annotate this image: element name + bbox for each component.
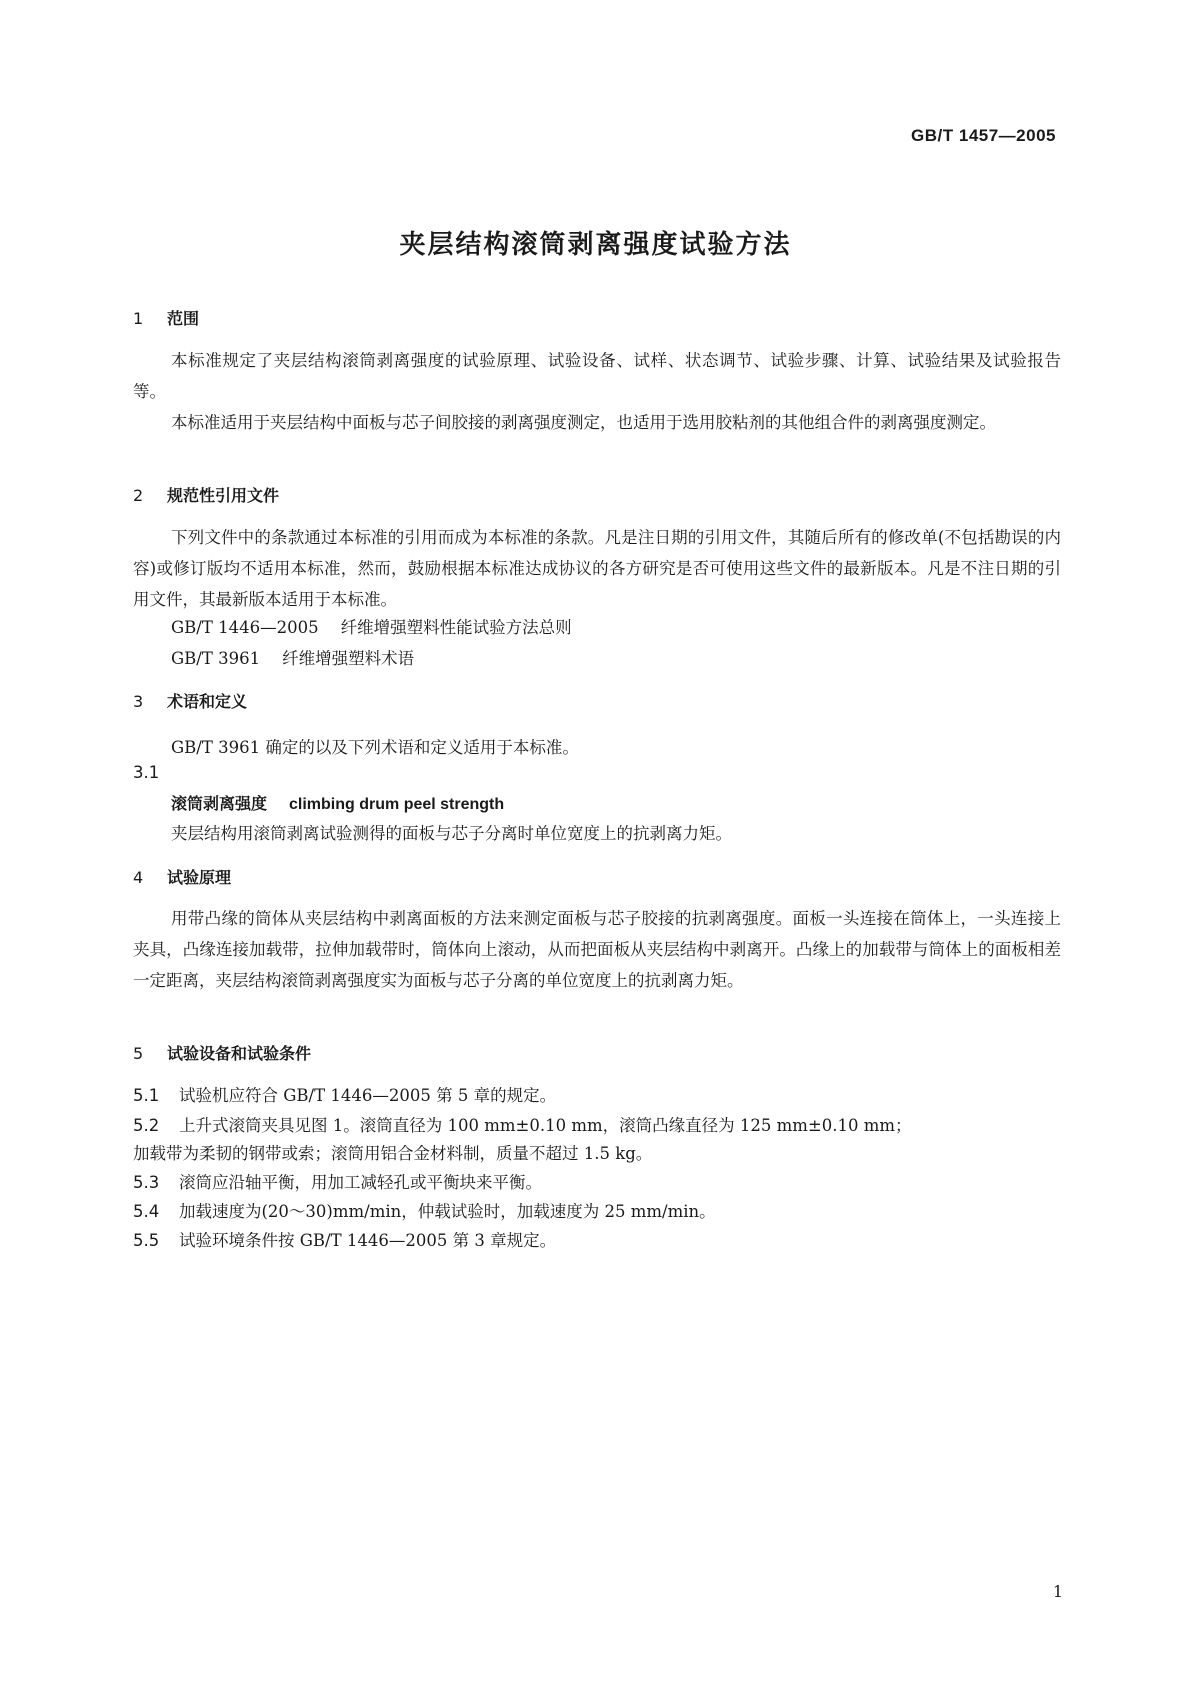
clause-5-1 bbox=[133, 1082, 556, 1106]
clause-text: 加载速度为(20～30)mm/min，仲载试验时，加载速度为 25 mm/min。 bbox=[179, 1202, 716, 1221]
clause-number: 5.1 bbox=[133, 1086, 160, 1105]
standard-code: GB/T 1457—2005 bbox=[911, 126, 1056, 145]
section-1-paragraph-2: 本标准适用于夹层结构中面板与芯子间胶接的剥离强度测定，也适用于选用胶粘剂的其他组合件的剥离强度测定。 bbox=[171, 413, 996, 432]
clause-5-2 bbox=[133, 1112, 912, 1136]
clause-text: 试验环境条件按 GB/T 1446—2005 第 3 章规定。 bbox=[179, 1231, 557, 1250]
term-english: climbing drum peel strength bbox=[289, 796, 505, 813]
term-entry bbox=[171, 791, 504, 814]
section-1-paragraph-1: 本标准规定了夹层结构滚筒剥离强度的试验原理、试验设备、试样、状态调节、试验步骤、计算、试验结果及试验报告等。 bbox=[133, 351, 1061, 401]
section-3-paragraph-1: GB/T 3961 确定的以及下列术语和定义适用于本标准。 bbox=[171, 738, 579, 757]
clause-5-4 bbox=[133, 1198, 716, 1222]
clause-number: 5.2 bbox=[133, 1116, 160, 1135]
reference-title: 纤维增强塑料术语 bbox=[282, 649, 415, 668]
section-title: 试验原理 bbox=[167, 868, 232, 887]
reference-code: GB/T 1446—2005 bbox=[171, 618, 319, 637]
section-number: 2 bbox=[133, 486, 144, 505]
section-number: 3 bbox=[133, 692, 144, 711]
clause-5-3 bbox=[133, 1169, 542, 1193]
term-number bbox=[133, 763, 179, 782]
section-2-heading bbox=[133, 483, 279, 506]
section-number: 5 bbox=[133, 1044, 144, 1063]
section-title: 试验设备和试验条件 bbox=[167, 1044, 312, 1063]
document-title: 夹层结构滚筒剥离强度试验方法 bbox=[399, 230, 792, 260]
section-4-heading bbox=[133, 865, 231, 888]
term-chinese: 滚筒剥离强度 bbox=[171, 794, 268, 813]
section-2-paragraph-1: 下列文件中的条款通过本标准的引用而成为本标准的条款。凡是注日期的引用文件，其随后所有的修改单(不包括勘误的内容)或修订版均不适用本标准，然而，鼓励根据本标准达成协议的各方研究是否可使用这些文件的最新版本。凡是不注日期的引用文件，其最新版本适用于本标准。 bbox=[133, 528, 1061, 609]
reference-code: GB/T 3961 bbox=[171, 649, 261, 668]
section-1-heading bbox=[133, 306, 199, 329]
clause-number: 5.4 bbox=[133, 1202, 160, 1221]
section-5-heading bbox=[133, 1041, 311, 1064]
page-number: 1 bbox=[1052, 1582, 1063, 1601]
clause-number: 5.3 bbox=[133, 1173, 160, 1192]
clause-text: 试验机应符合 GB/T 1446—2005 第 5 章的规定。 bbox=[179, 1086, 557, 1105]
section-number: 4 bbox=[133, 868, 144, 887]
clause-text: 上升式滚筒夹具见图 1。滚筒直径为 100 mm±0.10 mm，滚筒凸缘直径为 125 mm±0.10 mm； bbox=[179, 1116, 912, 1135]
clause-text: 滚筒应沿轴平衡，用加工减轻孔或平衡块来平衡。 bbox=[179, 1173, 542, 1192]
section-title: 范围 bbox=[167, 309, 200, 328]
section-title: 术语和定义 bbox=[167, 692, 248, 711]
section-3-heading bbox=[133, 689, 247, 712]
term-definition: 夹层结构用滚筒剥离试验测得的面板与芯子分离时单位宽度上的抗剥离力矩。 bbox=[171, 824, 732, 843]
reference-title: 纤维增强塑料性能试验方法总则 bbox=[340, 618, 572, 637]
section-4-paragraph-1: 用带凸缘的筒体从夹层结构中剥离面板的方法来测定面板与芯子胶接的抗剥离强度。面板一头连接在筒体上，一头连接上夹具，凸缘连接加载带，拉伸加载带时，筒体向上滚动，从而把面板从夹层结构中剥离开。凸缘上的加载带与筒体上的面板相差一定距离，夹层结构滚筒剥离强度实为面板与芯子分离的单位宽度上的抗剥离力矩。 bbox=[133, 909, 1061, 990]
clause-number: 3.1 bbox=[133, 763, 160, 782]
section-title: 规范性引用文件 bbox=[167, 486, 280, 505]
clause-5-5 bbox=[133, 1227, 556, 1251]
clause-number: 5.5 bbox=[133, 1231, 160, 1250]
clause-5-2-continuation: 加载带为柔韧的钢带或索；滚筒用铝合金材料制，质量不超过 1.5 kg。 bbox=[133, 1144, 653, 1163]
section-number: 1 bbox=[133, 309, 144, 328]
normative-reference bbox=[171, 614, 572, 638]
normative-reference bbox=[171, 645, 414, 669]
